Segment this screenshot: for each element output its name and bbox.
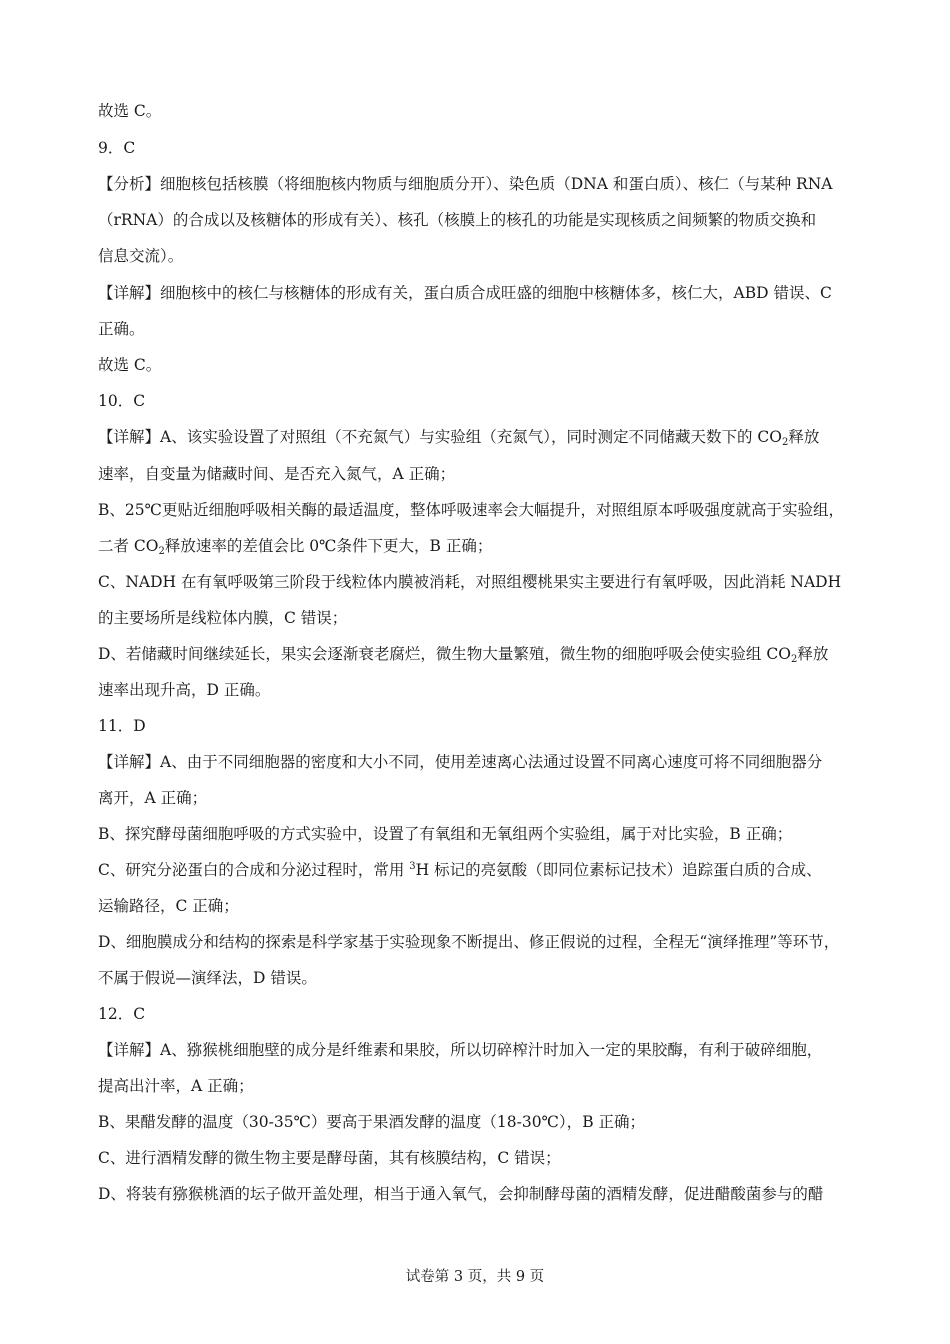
text-line: C、进行酒精发酵的微生物主要是酵母菌，其有核膜结构，C 错误； [98, 1149, 561, 1167]
text-segment: 释放速率的差值会比 0℃条件下更大，B 正确； [164, 537, 493, 555]
text-segment: H 标记的亮氨酸（即同位素标记技术）追踪蛋白质的合成、 [415, 861, 822, 879]
text-line: 10．C [98, 392, 146, 410]
text-line: 正确。 [98, 320, 145, 338]
text-line [98, 536, 858, 556]
text-line: 速率，自变量为储藏时间、是否充入氮气，A 正确； [98, 465, 456, 483]
text-line: B、果醋发酵的温度（30-35℃）要高于果酒发酵的温度（18-30℃），B 正确； [98, 1113, 646, 1131]
text-line: （rRNA）的合成以及核糖体的形成有关）、核孔（核膜上的核孔的功能是实现核质之间频繁的物质交换和 [98, 211, 817, 229]
text-line [98, 860, 858, 880]
text-segment: 二者 CO [98, 537, 159, 555]
text-segment: 【详解】A、该实验设置了对照组（不充氮气）与实验组（充氮气），同时测定不同储藏天数下的 CO [98, 428, 782, 446]
text-line: 离开，A 正确； [98, 789, 208, 807]
text-line: B、探究酵母菌细胞呼吸的方式实验中，设置了有氧组和无氧组两个实验组，属于对比实验，B 正确； [98, 825, 793, 843]
text-line: 【详解】细胞核中的核仁与核糖体的形成有关，蛋白质合成旺盛的细胞中核糖体多，核仁大，ABD 错误、C [98, 284, 832, 302]
text-segment: D、若储藏时间继续延长，果实会逐渐衰老腐烂，微生物大量繁殖，微生物的细胞呼吸会使实验组 CO [98, 645, 791, 663]
text-line: 运输路径，C 正确； [98, 897, 239, 915]
text-line: C、NADH 在有氧呼吸第三阶段于线粒体内膜被消耗，对照组樱桃果实主要进行有氧呼吸，因此消耗 NADH [98, 573, 842, 591]
text-line: B、25℃更贴近细胞呼吸相关酶的最适温度，整体呼吸速率会大幅提升，对照组原本呼吸强度就高于实验组， [98, 501, 844, 519]
subscript: 2 [158, 546, 165, 557]
text-line: 11．D [98, 717, 146, 735]
text-line: 故选 C。 [98, 102, 162, 120]
text-line: 【详解】A、由于不同细胞器的密度和大小不同，使用差速离心法通过设置不同离心速度可将不同细胞器分 [98, 753, 823, 771]
text-line: 【分析】细胞核包括核膜（将细胞核内物质与细胞质分开）、染色质（DNA 和蛋白质）、核仁（与某种 RNA [98, 175, 833, 193]
text-line: 信息交流）。 [98, 247, 184, 265]
text-segment: 释放 [797, 645, 829, 663]
text-line: D、细胞膜成分和结构的探索是科学家基于实验现象不断提出、修正假说的过程，全程无“演绎推理”等环节， [98, 933, 840, 951]
text-line: D、将装有猕猴桃酒的坛子做开盖处理，相当于通入氧气，会抑制酵母菌的酒精发酵，促进醋酸菌参与的醋 [98, 1185, 824, 1203]
page-footer: 试卷第 3 页，共 9 页 [405, 1269, 545, 1285]
text-line [98, 644, 858, 664]
text-line: 9．C [98, 139, 136, 157]
text-line: 的主要场所是线粒体内膜，C 错误； [98, 609, 348, 627]
text-line: 故选 C。 [98, 356, 162, 374]
text-line: 提高出汁率，A 正确； [98, 1077, 254, 1095]
subscript: 2 [790, 654, 798, 665]
text-line: 不属于假说—演绎法，D 错误。 [98, 969, 317, 987]
text-segment: 释放 [788, 428, 820, 446]
text-segment: C、研究分泌蛋白的合成和分泌过程时，常用 [98, 861, 410, 879]
text-line: 【详解】A、猕猴桃细胞壁的成分是纤维素和果胶，所以切碎榨汁时加入一定的果胶酶，有利于破碎细胞， [98, 1041, 823, 1059]
text-line: 12．C [98, 1005, 146, 1023]
text-line: 速率出现升高，D 正确。 [98, 681, 271, 699]
text-line [98, 427, 858, 447]
subscript: 2 [781, 437, 789, 448]
superscript: 3 [409, 861, 416, 872]
